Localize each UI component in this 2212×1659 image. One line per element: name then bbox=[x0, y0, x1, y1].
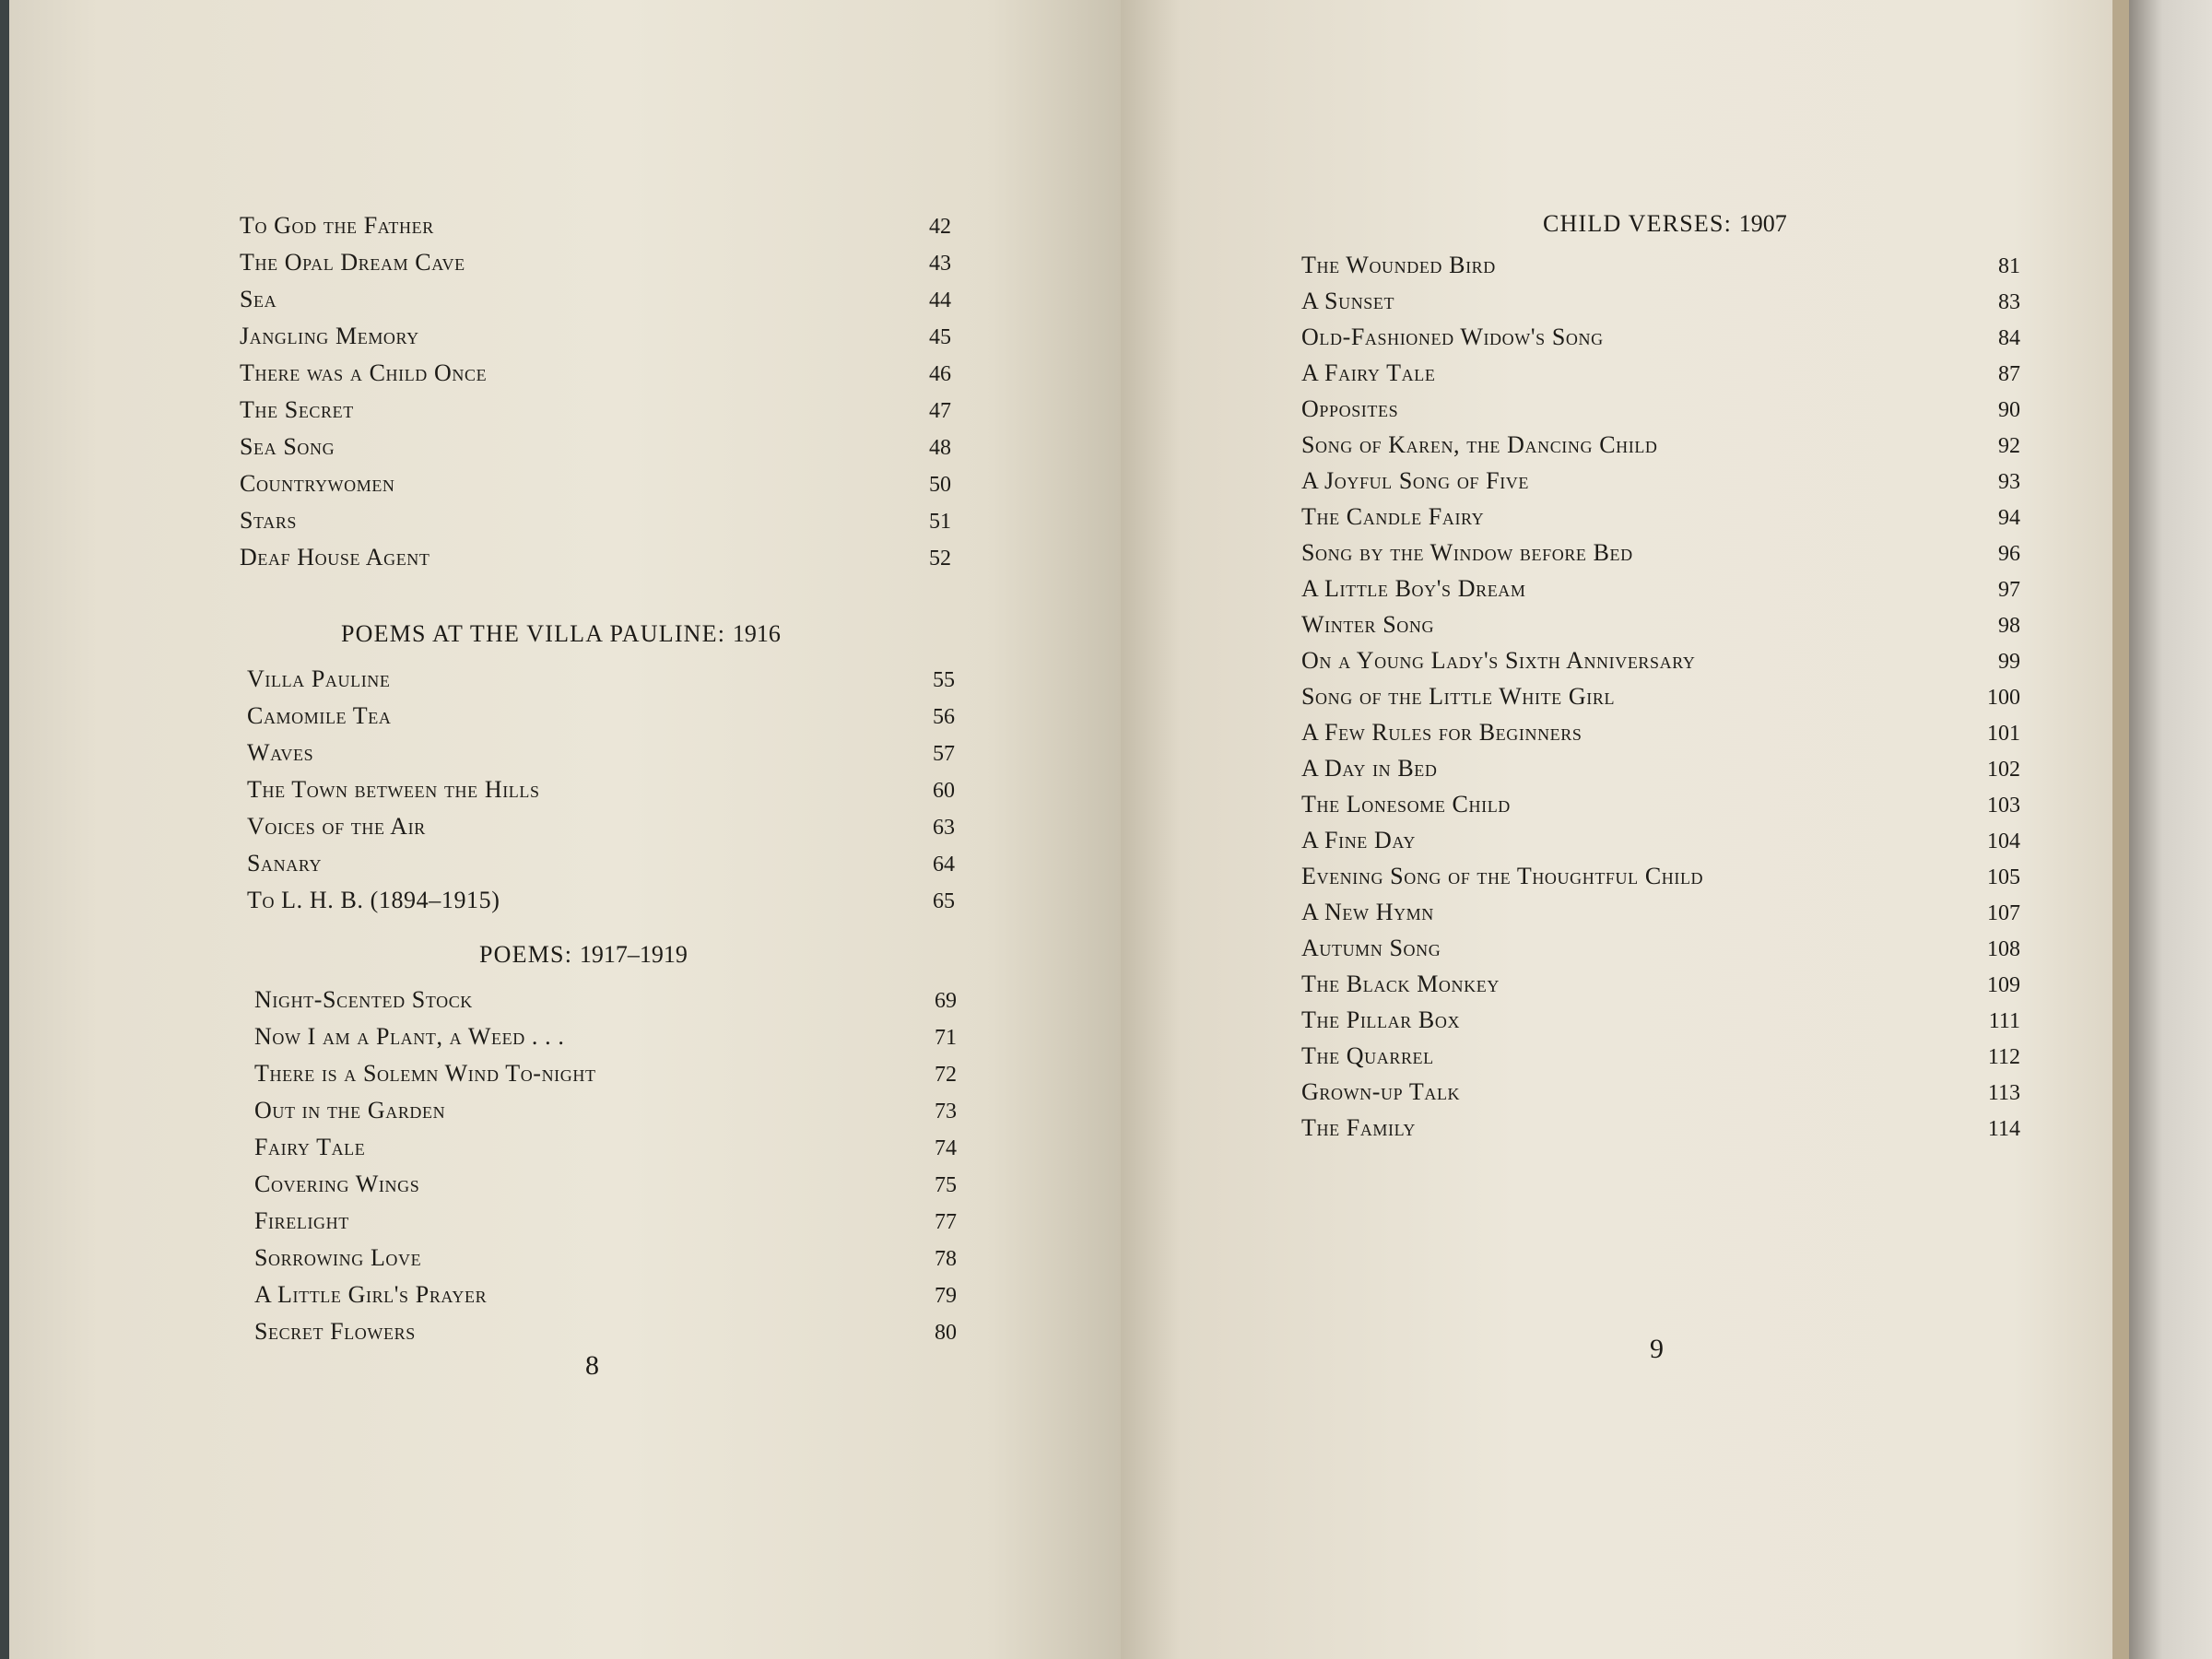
entry-title: Waves bbox=[247, 739, 314, 766]
entry-page-number: 63 bbox=[933, 816, 955, 840]
toc-entry bbox=[1301, 499, 2020, 535]
entry-page-number: 48 bbox=[929, 436, 951, 460]
entry-page-number: 65 bbox=[933, 889, 955, 913]
toc-entry bbox=[254, 1166, 957, 1203]
cover-board-edge bbox=[2112, 0, 2129, 1659]
toc-entry bbox=[247, 808, 955, 845]
entry-page-number: 78 bbox=[935, 1247, 957, 1271]
toc-list-villa-pauline bbox=[247, 661, 955, 919]
entry-page-number: 84 bbox=[1998, 326, 2020, 350]
toc-entry bbox=[1301, 283, 2020, 319]
toc-entry bbox=[254, 1313, 957, 1350]
entry-title: Now I am a Plant, a Weed . . . bbox=[254, 1023, 565, 1050]
entry-page-number: 79 bbox=[935, 1284, 957, 1308]
entry-page-number: 71 bbox=[935, 1026, 957, 1050]
entry-title: Winter Song bbox=[1301, 611, 1435, 638]
entry-title: A New Hymn bbox=[1301, 899, 1434, 925]
entry-page-number: 108 bbox=[1987, 937, 2020, 961]
entry-title: Song of the Little White Girl bbox=[1301, 683, 1616, 710]
entry-title: Old-Fashioned Widow's Song bbox=[1301, 324, 1604, 350]
toc-entry bbox=[1301, 786, 2020, 822]
toc-entry bbox=[254, 1055, 957, 1092]
entry-title: A Fine Day bbox=[1301, 827, 1416, 853]
entry-page-number: 100 bbox=[1987, 686, 2020, 710]
toc-entry bbox=[1301, 930, 2020, 966]
entry-title: Sea Song bbox=[240, 433, 335, 460]
entry-page-number: 60 bbox=[933, 779, 955, 803]
toc-entry bbox=[247, 845, 955, 882]
entry-title: Camomile Tea bbox=[247, 702, 392, 729]
section-heading-text: POEMS: bbox=[479, 941, 573, 968]
toc-entry bbox=[1301, 678, 2020, 714]
entry-title: A Little Girl's Prayer bbox=[254, 1281, 488, 1308]
entry-title: To L. H. B. (1894–1915) bbox=[247, 887, 500, 913]
toc-entry bbox=[1301, 463, 2020, 499]
toc-entry bbox=[254, 1129, 957, 1166]
entry-page-number: 51 bbox=[929, 510, 951, 534]
entry-title: Voices of the Air bbox=[247, 813, 426, 840]
toc-entry bbox=[1301, 714, 2020, 750]
cover-board bbox=[2129, 0, 2212, 1659]
entry-title: Out in the Garden bbox=[254, 1097, 446, 1124]
entry-page-number: 69 bbox=[935, 989, 957, 1013]
entry-page-number: 57 bbox=[933, 742, 955, 766]
entry-title: Countrywomen bbox=[240, 470, 395, 497]
entry-page-number: 81 bbox=[1998, 254, 2020, 278]
entry-page-number: 55 bbox=[933, 668, 955, 692]
page-number-folio: 8 bbox=[585, 1350, 599, 1381]
entry-page-number: 97 bbox=[1998, 578, 2020, 602]
entry-page-number: 80 bbox=[935, 1321, 957, 1345]
toc-entry bbox=[240, 281, 951, 318]
entry-title: Night-Scented Stock bbox=[254, 986, 473, 1013]
entry-page-number: 114 bbox=[1987, 1117, 2020, 1141]
entry-title: Sorrowing Love bbox=[254, 1244, 422, 1271]
toc-entry bbox=[254, 1203, 957, 1240]
toc-entry bbox=[254, 1277, 957, 1313]
entry-title: Sea bbox=[240, 286, 277, 312]
entry-page-number: 96 bbox=[1998, 542, 2020, 566]
entry-page-number: 50 bbox=[929, 473, 951, 497]
entry-title: Autumn Song bbox=[1301, 935, 1441, 961]
entry-page-number: 64 bbox=[933, 853, 955, 877]
toc-entry bbox=[254, 1018, 957, 1055]
entry-page-number: 90 bbox=[1998, 398, 2020, 422]
entry-title: The Secret bbox=[240, 396, 354, 423]
entry-page-number: 107 bbox=[1987, 901, 2020, 925]
toc-entry bbox=[1301, 858, 2020, 894]
entry-title: A Joyful Song of Five bbox=[1301, 467, 1529, 494]
entry-title: Grown-up Talk bbox=[1301, 1078, 1461, 1105]
entry-page-number: 44 bbox=[929, 288, 951, 312]
entry-page-number: 45 bbox=[929, 325, 951, 349]
entry-title: On a Young Lady's Sixth Anniversary bbox=[1301, 647, 1696, 674]
entry-title: The Quarrel bbox=[1301, 1042, 1434, 1069]
entry-title: Firelight bbox=[254, 1207, 349, 1234]
entry-page-number: 93 bbox=[1998, 470, 2020, 494]
toc-entry bbox=[240, 318, 951, 355]
toc-entry bbox=[240, 244, 951, 281]
toc-entry bbox=[1301, 427, 2020, 463]
toc-entry bbox=[1301, 1110, 2020, 1146]
toc-entry bbox=[1301, 894, 2020, 930]
entry-title: Song of Karen, the Dancing Child bbox=[1301, 431, 1658, 458]
entry-title: The Lonesome Child bbox=[1301, 791, 1511, 818]
toc-entry bbox=[247, 698, 955, 735]
entry-title: The Candle Fairy bbox=[1301, 503, 1485, 530]
section-heading-year: 1916 bbox=[732, 620, 781, 647]
toc-list-child-verses bbox=[1301, 247, 2020, 1146]
left-page bbox=[9, 0, 1121, 1659]
toc-entry bbox=[1301, 571, 2020, 606]
entry-title: The Town between the Hills bbox=[247, 776, 540, 803]
entry-title: Stars bbox=[240, 507, 298, 534]
section-heading-text: POEMS AT THE VILLA PAULINE: bbox=[341, 620, 726, 647]
entry-title: A Sunset bbox=[1301, 288, 1395, 314]
toc-entry bbox=[1301, 247, 2020, 283]
entry-page-number: 102 bbox=[1987, 758, 2020, 782]
toc-entry bbox=[1301, 391, 2020, 427]
entry-page-number: 113 bbox=[1987, 1081, 2020, 1105]
entry-title: A Little Boy's Dream bbox=[1301, 575, 1526, 602]
entry-page-number: 105 bbox=[1987, 865, 2020, 889]
toc-entry bbox=[1301, 1002, 2020, 1038]
section-heading-text: CHILD VERSES: bbox=[1543, 210, 1733, 237]
toc-entry bbox=[1301, 606, 2020, 642]
toc-entry bbox=[247, 661, 955, 698]
entry-page-number: 46 bbox=[929, 362, 951, 386]
entry-title: The Pillar Box bbox=[1301, 1006, 1461, 1033]
entry-page-number: 92 bbox=[1998, 434, 2020, 458]
toc-entry bbox=[247, 771, 955, 808]
entry-page-number: 99 bbox=[1998, 650, 2020, 674]
entry-page-number: 109 bbox=[1987, 973, 2020, 997]
section-heading-year: 1917–1919 bbox=[579, 941, 688, 968]
entry-title: Sanary bbox=[247, 850, 323, 877]
entry-page-number: 42 bbox=[929, 215, 951, 239]
entry-page-number: 87 bbox=[1998, 362, 2020, 386]
toc-entry bbox=[1301, 822, 2020, 858]
entry-title: Villa Pauline bbox=[247, 665, 391, 692]
toc-entry bbox=[254, 982, 957, 1018]
toc-entry bbox=[240, 465, 951, 502]
page-number-folio: 9 bbox=[1650, 1334, 1664, 1364]
entry-title: The Black Monkey bbox=[1301, 971, 1500, 997]
entry-page-number: 72 bbox=[935, 1063, 957, 1087]
toc-entry bbox=[1301, 535, 2020, 571]
toc-entry bbox=[240, 429, 951, 465]
entry-page-number: 73 bbox=[935, 1100, 957, 1124]
entry-title: Deaf House Agent bbox=[240, 544, 430, 571]
entry-page-number: 103 bbox=[1987, 794, 2020, 818]
entry-page-number: 104 bbox=[1987, 830, 2020, 853]
entry-title: The Wounded Bird bbox=[1301, 252, 1496, 278]
entry-title: Fairy Tale bbox=[254, 1134, 366, 1160]
entry-title: A Fairy Tale bbox=[1301, 359, 1436, 386]
section-heading-poems-1917-1919 bbox=[479, 941, 688, 969]
entry-page-number: 77 bbox=[935, 1210, 957, 1234]
entry-title: There was a Child Once bbox=[240, 359, 488, 386]
entry-page-number: 56 bbox=[933, 705, 955, 729]
toc-entry bbox=[1301, 319, 2020, 355]
toc-entry bbox=[254, 1092, 957, 1129]
entry-page-number: 111 bbox=[1988, 1009, 2020, 1033]
toc-entry bbox=[1301, 1038, 2020, 1074]
section-heading-child-verses bbox=[1543, 210, 1787, 238]
entry-page-number: 112 bbox=[1987, 1045, 2020, 1069]
entry-title: Covering Wings bbox=[254, 1171, 420, 1197]
toc-entry bbox=[240, 392, 951, 429]
entry-title: A Day in Bed bbox=[1301, 755, 1438, 782]
toc-entry bbox=[247, 735, 955, 771]
entry-title: Jangling Memory bbox=[240, 323, 419, 349]
entry-title: There is a Solemn Wind To-night bbox=[254, 1060, 596, 1087]
entry-page-number: 94 bbox=[1998, 506, 2020, 530]
toc-list-poems-1917-1919 bbox=[254, 982, 957, 1350]
entry-page-number: 101 bbox=[1987, 722, 2020, 746]
toc-entry bbox=[247, 882, 955, 919]
entry-page-number: 83 bbox=[1998, 290, 2020, 314]
entry-page-number: 47 bbox=[929, 399, 951, 423]
toc-entry bbox=[1301, 750, 2020, 786]
toc-entry bbox=[1301, 642, 2020, 678]
entry-title: To God the Father bbox=[240, 212, 434, 239]
toc-entry bbox=[1301, 1074, 2020, 1110]
entry-title: Opposites bbox=[1301, 395, 1399, 422]
toc-entry bbox=[240, 355, 951, 392]
section-heading-villa-pauline bbox=[341, 620, 781, 648]
entry-page-number: 52 bbox=[929, 547, 951, 571]
entry-title: The Opal Dream Cave bbox=[240, 249, 465, 276]
entry-title: A Few Rules for Beginners bbox=[1301, 719, 1583, 746]
toc-entry bbox=[1301, 355, 2020, 391]
entry-title: Secret Flowers bbox=[254, 1318, 416, 1345]
entry-page-number: 75 bbox=[935, 1173, 957, 1197]
entry-title: Song by the Window before Bed bbox=[1301, 539, 1633, 566]
entry-title: The Family bbox=[1301, 1114, 1417, 1141]
toc-entry bbox=[1301, 966, 2020, 1002]
toc-list-untitled bbox=[240, 207, 951, 576]
entry-page-number: 43 bbox=[929, 252, 951, 276]
toc-entry bbox=[240, 539, 951, 576]
entry-title: Evening Song of the Thoughtful Child bbox=[1301, 863, 1704, 889]
toc-entry bbox=[240, 207, 951, 244]
entry-page-number: 74 bbox=[935, 1136, 957, 1160]
right-page bbox=[1121, 0, 2112, 1659]
entry-page-number: 98 bbox=[1998, 614, 2020, 638]
toc-entry bbox=[254, 1240, 957, 1277]
toc-entry bbox=[240, 502, 951, 539]
section-heading-year: 1907 bbox=[1738, 210, 1787, 237]
